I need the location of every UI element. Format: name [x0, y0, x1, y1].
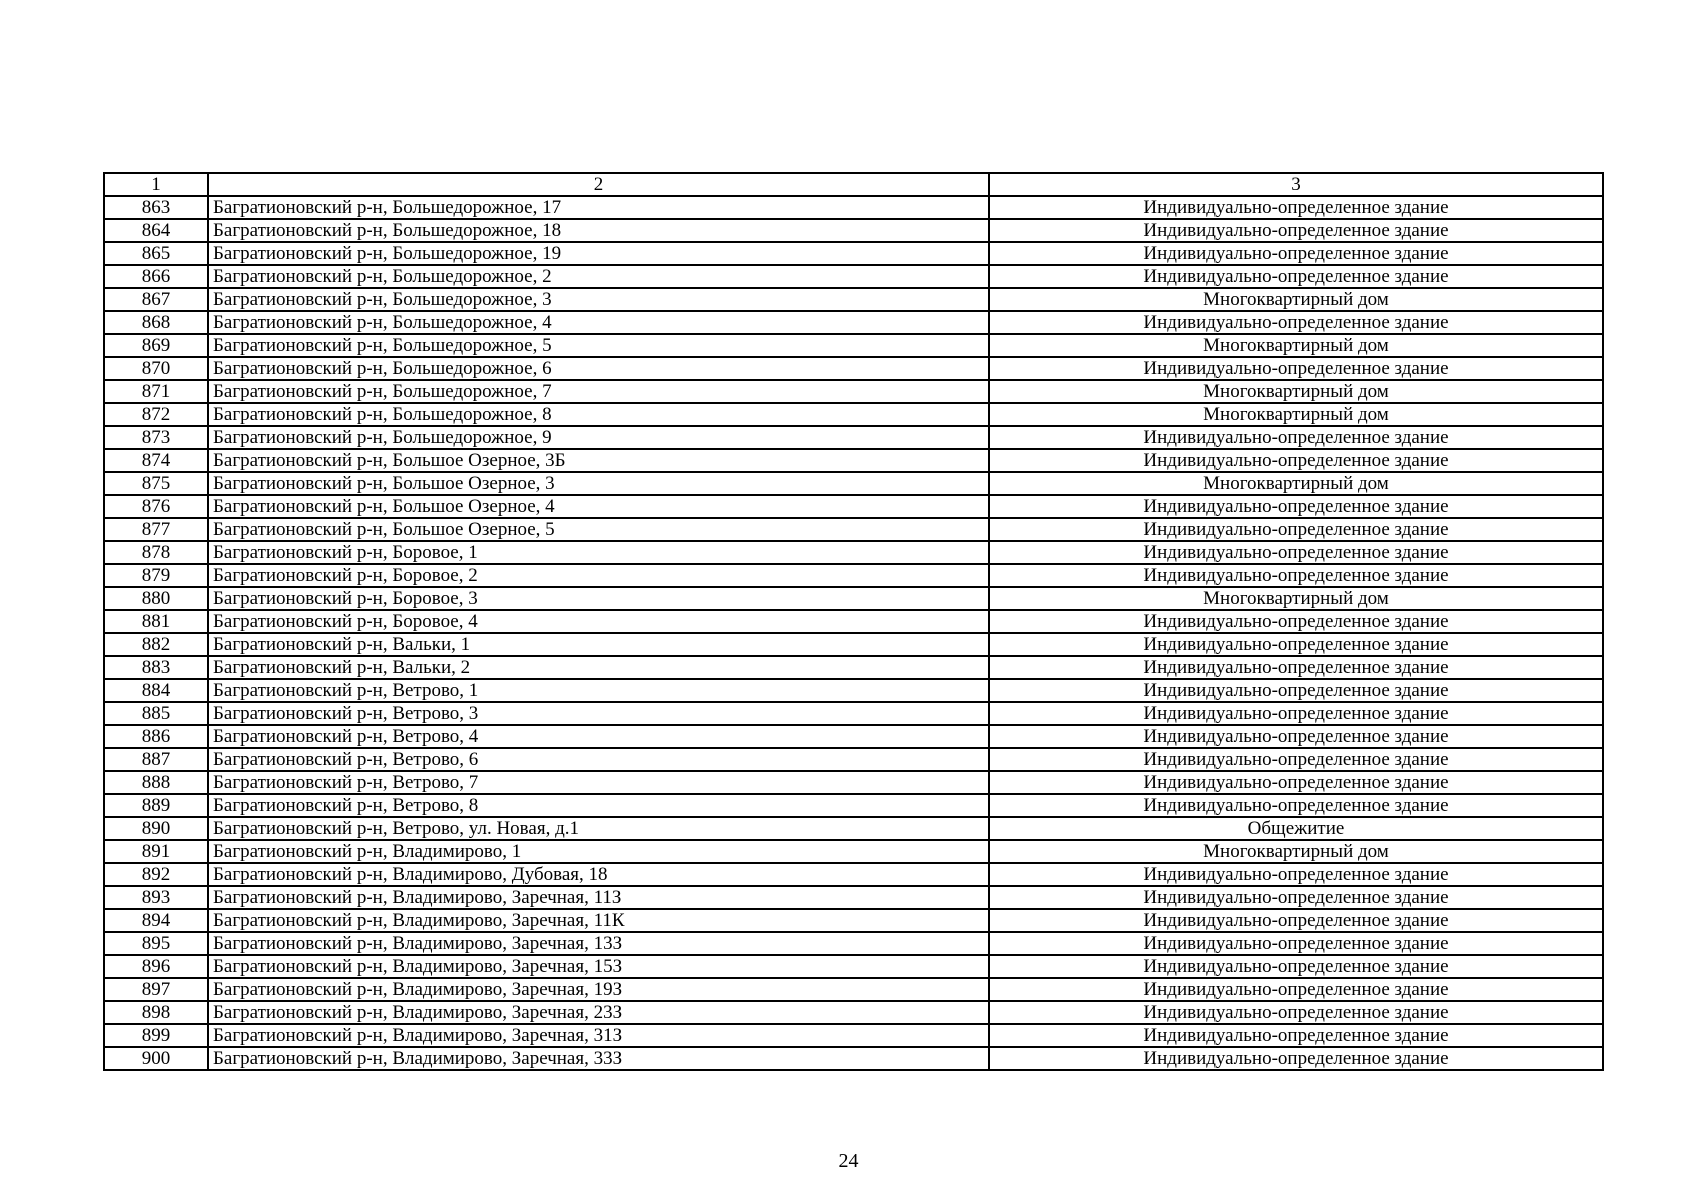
- building-type-cell: Индивидуально-определенное здание: [989, 357, 1603, 380]
- building-type-cell: Индивидуально-определенное здание: [989, 518, 1603, 541]
- document-sheet: [103, 172, 1602, 1071]
- row-number-cell: 883: [104, 656, 208, 679]
- address-cell: Багратионовский р-н, Большедорожное, 2: [208, 265, 989, 288]
- address-cell: Багратионовский р-н, Боровое, 4: [208, 610, 989, 633]
- table-row: [104, 725, 1603, 748]
- address-cell: Багратионовский р-н, Владимирово, Заречная, 15З: [208, 955, 989, 978]
- row-number-cell: 881: [104, 610, 208, 633]
- address-cell: Багратионовский р-н, Боровое, 3: [208, 587, 989, 610]
- address-cell: Багратионовский р-н, Большое Озерное, 4: [208, 495, 989, 518]
- row-number-cell: 887: [104, 748, 208, 771]
- building-type-cell: Индивидуально-определенное здание: [989, 449, 1603, 472]
- address-cell: Багратионовский р-н, Владимирово, Заречная, 33З: [208, 1047, 989, 1070]
- address-cell: Багратионовский р-н, Владимирово, 1: [208, 840, 989, 863]
- address-cell: Багратионовский р-н, Большедорожное, 5: [208, 334, 989, 357]
- table-row: [104, 702, 1603, 725]
- table-row: [104, 886, 1603, 909]
- building-type-cell: Индивидуально-определенное здание: [989, 633, 1603, 656]
- address-cell: Багратионовский р-н, Вальки, 1: [208, 633, 989, 656]
- address-cell: Багратионовский р-н, Большое Озерное, 3Б: [208, 449, 989, 472]
- address-cell: Багратионовский р-н, Большое Озерное, 3: [208, 472, 989, 495]
- building-type-cell: Индивидуально-определенное здание: [989, 748, 1603, 771]
- table-row: [104, 518, 1603, 541]
- address-cell: Багратионовский р-н, Большедорожное, 6: [208, 357, 989, 380]
- building-type-cell: Индивидуально-определенное здание: [989, 932, 1603, 955]
- building-type-cell: Индивидуально-определенное здание: [989, 564, 1603, 587]
- address-cell: Багратионовский р-н, Ветрово, 4: [208, 725, 989, 748]
- row-number-cell: 875: [104, 472, 208, 495]
- address-cell: Багратионовский р-н, Владимирово, Заречная, 19З: [208, 978, 989, 1001]
- address-cell: Багратионовский р-н, Большедорожное, 4: [208, 311, 989, 334]
- address-cell: Багратионовский р-н, Владимирово, Заречная, 13З: [208, 932, 989, 955]
- row-number-cell: 867: [104, 288, 208, 311]
- table-row: [104, 449, 1603, 472]
- table-body: [104, 196, 1603, 1070]
- building-type-cell: Индивидуально-определенное здание: [989, 1024, 1603, 1047]
- row-number-cell: 892: [104, 863, 208, 886]
- row-number-cell: 899: [104, 1024, 208, 1047]
- row-number-cell: 872: [104, 403, 208, 426]
- building-type-cell: Индивидуально-определенное здание: [989, 725, 1603, 748]
- table-row: [104, 334, 1603, 357]
- table-row: [104, 426, 1603, 449]
- address-cell: Багратионовский р-н, Вальки, 2: [208, 656, 989, 679]
- building-type-cell: Индивидуально-определенное здание: [989, 679, 1603, 702]
- row-number-cell: 876: [104, 495, 208, 518]
- address-cell: Багратионовский р-н, Большедорожное, 8: [208, 403, 989, 426]
- table-row: [104, 909, 1603, 932]
- table-row: [104, 288, 1603, 311]
- table-row: [104, 380, 1603, 403]
- table-row: [104, 1047, 1603, 1070]
- table-row: [104, 771, 1603, 794]
- table-row: [104, 541, 1603, 564]
- address-cell: Багратионовский р-н, Владимирово, Заречная, 11З: [208, 886, 989, 909]
- address-cell: Багратионовский р-н, Большедорожное, 7: [208, 380, 989, 403]
- table-row: [104, 357, 1603, 380]
- building-type-cell: Индивидуально-определенное здание: [989, 909, 1603, 932]
- row-number-cell: 889: [104, 794, 208, 817]
- building-type-cell: Индивидуально-определенное здание: [989, 794, 1603, 817]
- row-number-cell: 870: [104, 357, 208, 380]
- address-cell: Багратионовский р-н, Владимирово, Дубовая, 18: [208, 863, 989, 886]
- table-row: [104, 1024, 1603, 1047]
- table-row: [104, 748, 1603, 771]
- building-type-cell: Индивидуально-определенное здание: [989, 1001, 1603, 1024]
- row-number-cell: 894: [104, 909, 208, 932]
- table-row: [104, 495, 1603, 518]
- building-type-cell: Индивидуально-определенное здание: [989, 656, 1603, 679]
- row-number-cell: 865: [104, 242, 208, 265]
- row-number-cell: 877: [104, 518, 208, 541]
- building-type-cell: Индивидуально-определенное здание: [989, 242, 1603, 265]
- registry-table: [103, 172, 1604, 1071]
- table-row: [104, 242, 1603, 265]
- table-row: [104, 610, 1603, 633]
- row-number-cell: 863: [104, 196, 208, 219]
- address-cell: Багратионовский р-н, Боровое, 1: [208, 541, 989, 564]
- address-cell: Багратионовский р-н, Владимирово, Заречная, 31З: [208, 1024, 989, 1047]
- table-row: [104, 633, 1603, 656]
- row-number-cell: 882: [104, 633, 208, 656]
- table-row: [104, 1001, 1603, 1024]
- building-type-cell: Общежитие: [989, 817, 1603, 840]
- building-type-cell: Многоквартирный дом: [989, 587, 1603, 610]
- row-number-cell: 874: [104, 449, 208, 472]
- building-type-cell: Многоквартирный дом: [989, 380, 1603, 403]
- address-cell: Багратионовский р-н, Ветрово, 8: [208, 794, 989, 817]
- address-cell: Багратионовский р-н, Большедорожное, 3: [208, 288, 989, 311]
- row-number-cell: 866: [104, 265, 208, 288]
- address-cell: Багратионовский р-н, Боровое, 2: [208, 564, 989, 587]
- address-cell: Багратионовский р-н, Владимирово, Заречная, 11К: [208, 909, 989, 932]
- building-type-cell: Многоквартирный дом: [989, 288, 1603, 311]
- table-row: [104, 656, 1603, 679]
- table-row: [104, 955, 1603, 978]
- table-header: [104, 173, 1603, 196]
- building-type-cell: Индивидуально-определенное здание: [989, 1047, 1603, 1070]
- row-number-cell: 884: [104, 679, 208, 702]
- address-cell: Багратионовский р-н, Большедорожное, 9: [208, 426, 989, 449]
- row-number-cell: 878: [104, 541, 208, 564]
- row-number-cell: 890: [104, 817, 208, 840]
- header-row: [104, 173, 1603, 196]
- address-cell: Багратионовский р-н, Ветрово, 6: [208, 748, 989, 771]
- table-row: [104, 587, 1603, 610]
- table-row: [104, 863, 1603, 886]
- row-number-cell: 897: [104, 978, 208, 1001]
- table-row: [104, 840, 1603, 863]
- row-number-cell: 873: [104, 426, 208, 449]
- building-type-cell: Многоквартирный дом: [989, 403, 1603, 426]
- page-number: 24: [838, 1150, 859, 1172]
- row-number-cell: 896: [104, 955, 208, 978]
- table-row: [104, 265, 1603, 288]
- table-row: [104, 311, 1603, 334]
- header-cell-2: 2: [208, 173, 989, 196]
- address-cell: Багратионовский р-н, Большедорожное, 19: [208, 242, 989, 265]
- row-number-cell: 868: [104, 311, 208, 334]
- address-cell: Багратионовский р-н, Ветрово, 3: [208, 702, 989, 725]
- address-cell: Багратионовский р-н, Большое Озерное, 5: [208, 518, 989, 541]
- row-number-cell: 885: [104, 702, 208, 725]
- building-type-cell: Индивидуально-определенное здание: [989, 196, 1603, 219]
- row-number-cell: 869: [104, 334, 208, 357]
- header-cell-3: 3: [989, 173, 1603, 196]
- building-type-cell: Многоквартирный дом: [989, 840, 1603, 863]
- row-number-cell: 891: [104, 840, 208, 863]
- address-cell: Багратионовский р-н, Ветрово, 1: [208, 679, 989, 702]
- building-type-cell: Индивидуально-определенное здание: [989, 955, 1603, 978]
- address-cell: Багратионовский р-н, Большедорожное, 17: [208, 196, 989, 219]
- table-row: [104, 564, 1603, 587]
- row-number-cell: 888: [104, 771, 208, 794]
- building-type-cell: Индивидуально-определенное здание: [989, 495, 1603, 518]
- address-cell: Багратионовский р-н, Ветрово, ул. Новая, д.1: [208, 817, 989, 840]
- row-number-cell: 871: [104, 380, 208, 403]
- table-row: [104, 932, 1603, 955]
- building-type-cell: Индивидуально-определенное здание: [989, 265, 1603, 288]
- building-type-cell: Многоквартирный дом: [989, 334, 1603, 357]
- header-cell-1: 1: [104, 173, 208, 196]
- table-row: [104, 978, 1603, 1001]
- table-row: [104, 472, 1603, 495]
- table-row: [104, 817, 1603, 840]
- building-type-cell: Индивидуально-определенное здание: [989, 702, 1603, 725]
- table-row: [104, 219, 1603, 242]
- building-type-cell: Индивидуально-определенное здание: [989, 541, 1603, 564]
- building-type-cell: Индивидуально-определенное здание: [989, 311, 1603, 334]
- table-row: [104, 679, 1603, 702]
- row-number-cell: 898: [104, 1001, 208, 1024]
- table-row: [104, 196, 1603, 219]
- row-number-cell: 895: [104, 932, 208, 955]
- address-cell: Багратионовский р-н, Ветрово, 7: [208, 771, 989, 794]
- address-cell: Багратионовский р-н, Большедорожное, 18: [208, 219, 989, 242]
- row-number-cell: 900: [104, 1047, 208, 1070]
- building-type-cell: Индивидуально-определенное здание: [989, 886, 1603, 909]
- building-type-cell: Многоквартирный дом: [989, 472, 1603, 495]
- address-cell: Багратионовский р-н, Владимирово, Заречная, 23З: [208, 1001, 989, 1024]
- building-type-cell: Индивидуально-определенное здание: [989, 863, 1603, 886]
- row-number-cell: 886: [104, 725, 208, 748]
- table-row: [104, 403, 1603, 426]
- row-number-cell: 893: [104, 886, 208, 909]
- building-type-cell: Индивидуально-определенное здание: [989, 219, 1603, 242]
- building-type-cell: Индивидуально-определенное здание: [989, 610, 1603, 633]
- row-number-cell: 879: [104, 564, 208, 587]
- row-number-cell: 880: [104, 587, 208, 610]
- row-number-cell: 864: [104, 219, 208, 242]
- building-type-cell: Индивидуально-определенное здание: [989, 978, 1603, 1001]
- table-row: [104, 794, 1603, 817]
- building-type-cell: Индивидуально-определенное здание: [989, 771, 1603, 794]
- building-type-cell: Индивидуально-определенное здание: [989, 426, 1603, 449]
